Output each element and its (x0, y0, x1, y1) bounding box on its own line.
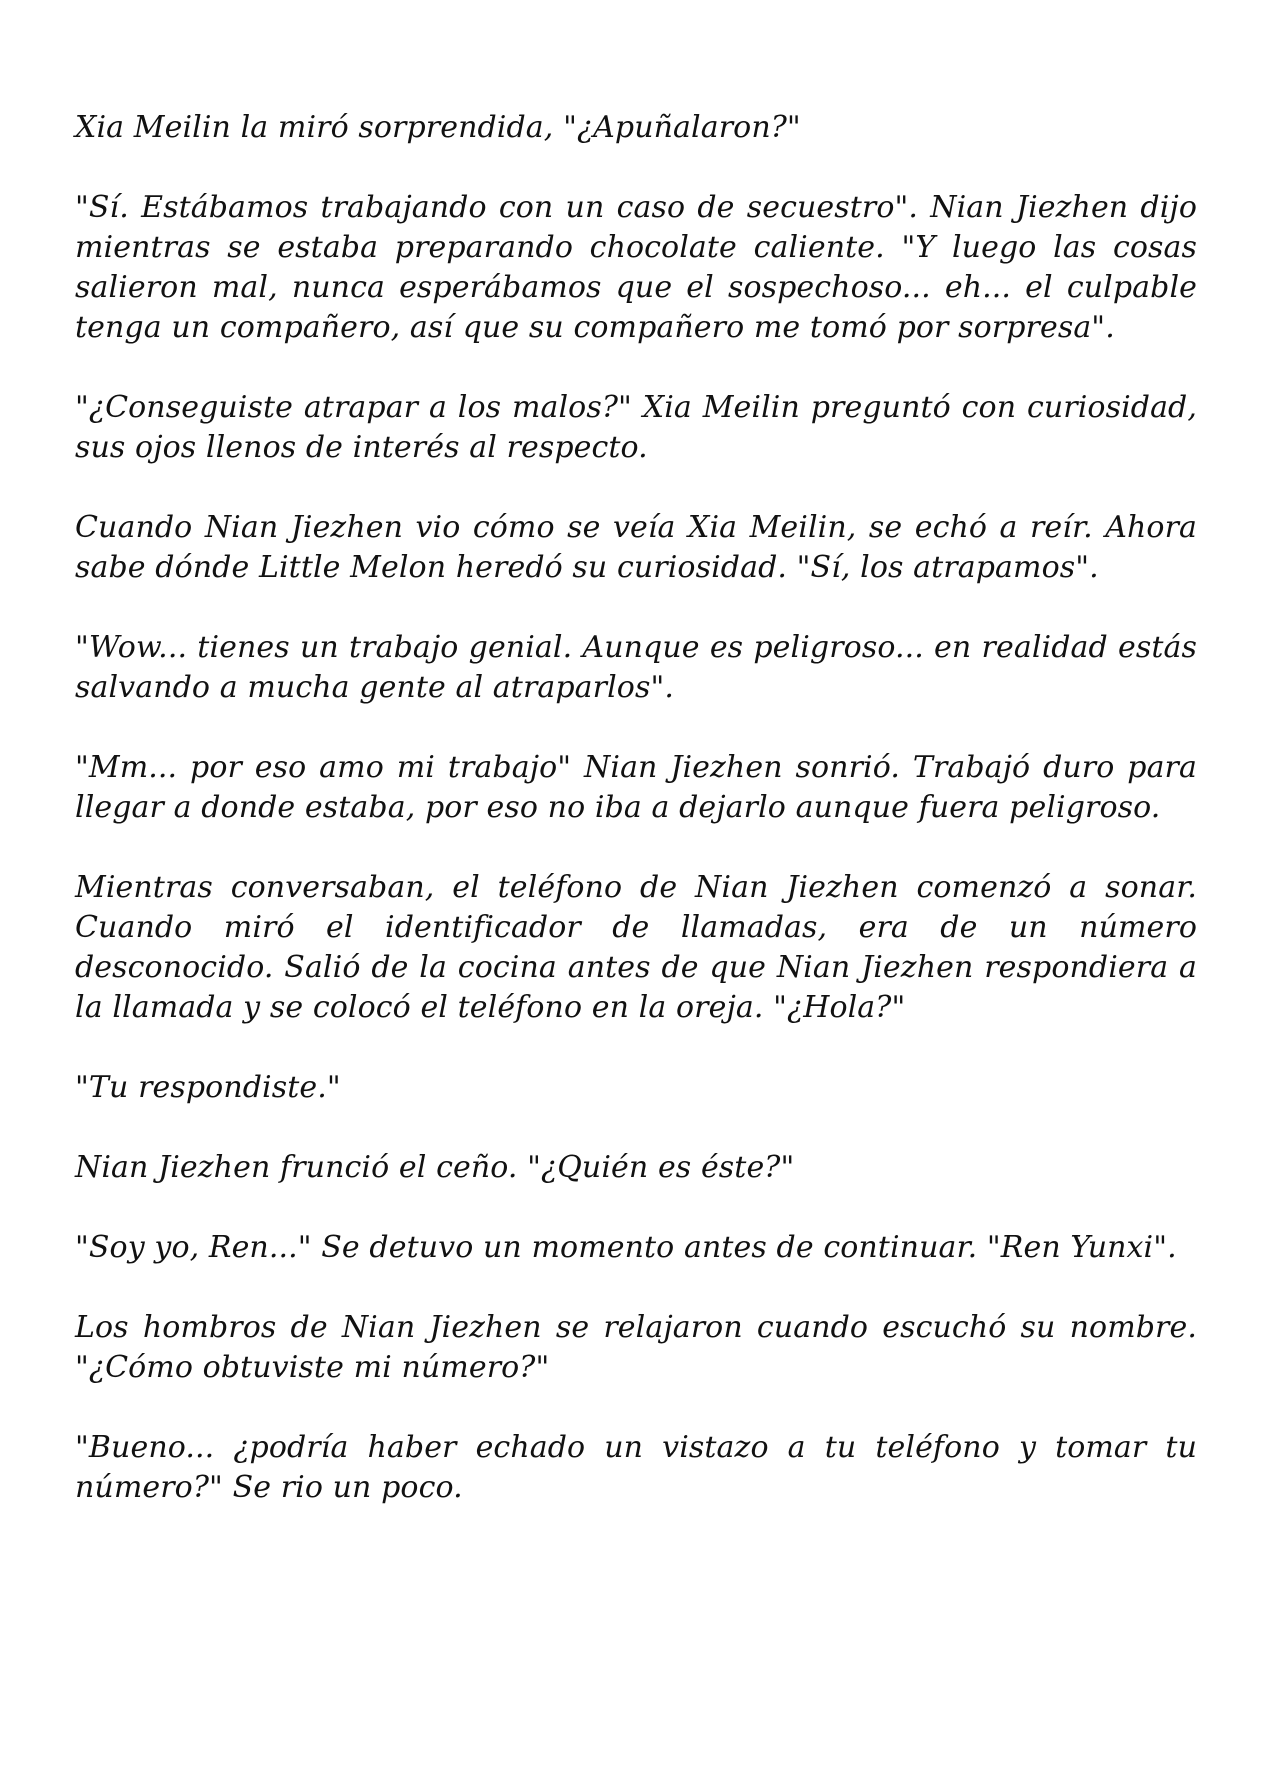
paragraph-5: "Wow... tienes un trabajo genial. Aunque es peligroso... en realidad estás salvando a mucha gente al atraparlos". (75, 630, 1197, 705)
paragraph-7: Mientras conversaban, el teléfono de Nian Jiezhen comenzó a sonar. Cuando miró el identificador de llamadas, era de un número desconocido. Salió de la cocina antes de que Nian Jiezhen respondiera a la llamada y se colocó el teléfono en la oreja. "¿Hola?" (75, 870, 1197, 1025)
paragraph-11: Los hombros de Nian Jiezhen se relajaron cuando escuchó su nombre. "¿Cómo obtuviste mi número?" (75, 1310, 1197, 1385)
paragraph-8: "Tu respondiste." (75, 1070, 341, 1105)
paragraph-4: Cuando Nian Jiezhen vio cómo se veía Xia Meilin, se echó a reír. Ahora sabe dónde Little Melon heredó su curiosidad. "Sí, los atrapamos". (75, 510, 1197, 585)
paragraph-12: "Bueno... ¿podría haber echado un vistazo a tu teléfono y tomar tu número?" Se rio un poco. (75, 1430, 1197, 1505)
paragraph-6: "Mm... por eso amo mi trabajo" Nian Jiezhen sonrió. Trabajó duro para llegar a donde estaba, por eso no iba a dejarlo aunque fuera peligroso. (75, 750, 1197, 825)
paragraph-1: Xia Meilin la miró sorprendida, "¿Apuñalaron?" (75, 110, 801, 145)
paragraph-10: "Soy yo, Ren..." Se detuvo un momento antes de continuar. "Ren Yunxi". (75, 1230, 1177, 1265)
paragraph-3: "¿Conseguiste atrapar a los malos?" Xia Meilin preguntó con curiosidad, sus ojos llenos de interés al respecto. (75, 390, 1197, 465)
paragraph-2: "Sí. Estábamos trabajando con un caso de secuestro". Nian Jiezhen dijo mientras se estaba preparando chocolate caliente. "Y luego las cosas salieron mal, nunca esperábamos que el sospechoso... eh... el culpable tenga un compañero, así que su compañero me tomó por sorpresa". (75, 190, 1197, 345)
paragraph-9: Nian Jiezhen frunció el ceño. "¿Quién es éste?" (75, 1150, 795, 1185)
